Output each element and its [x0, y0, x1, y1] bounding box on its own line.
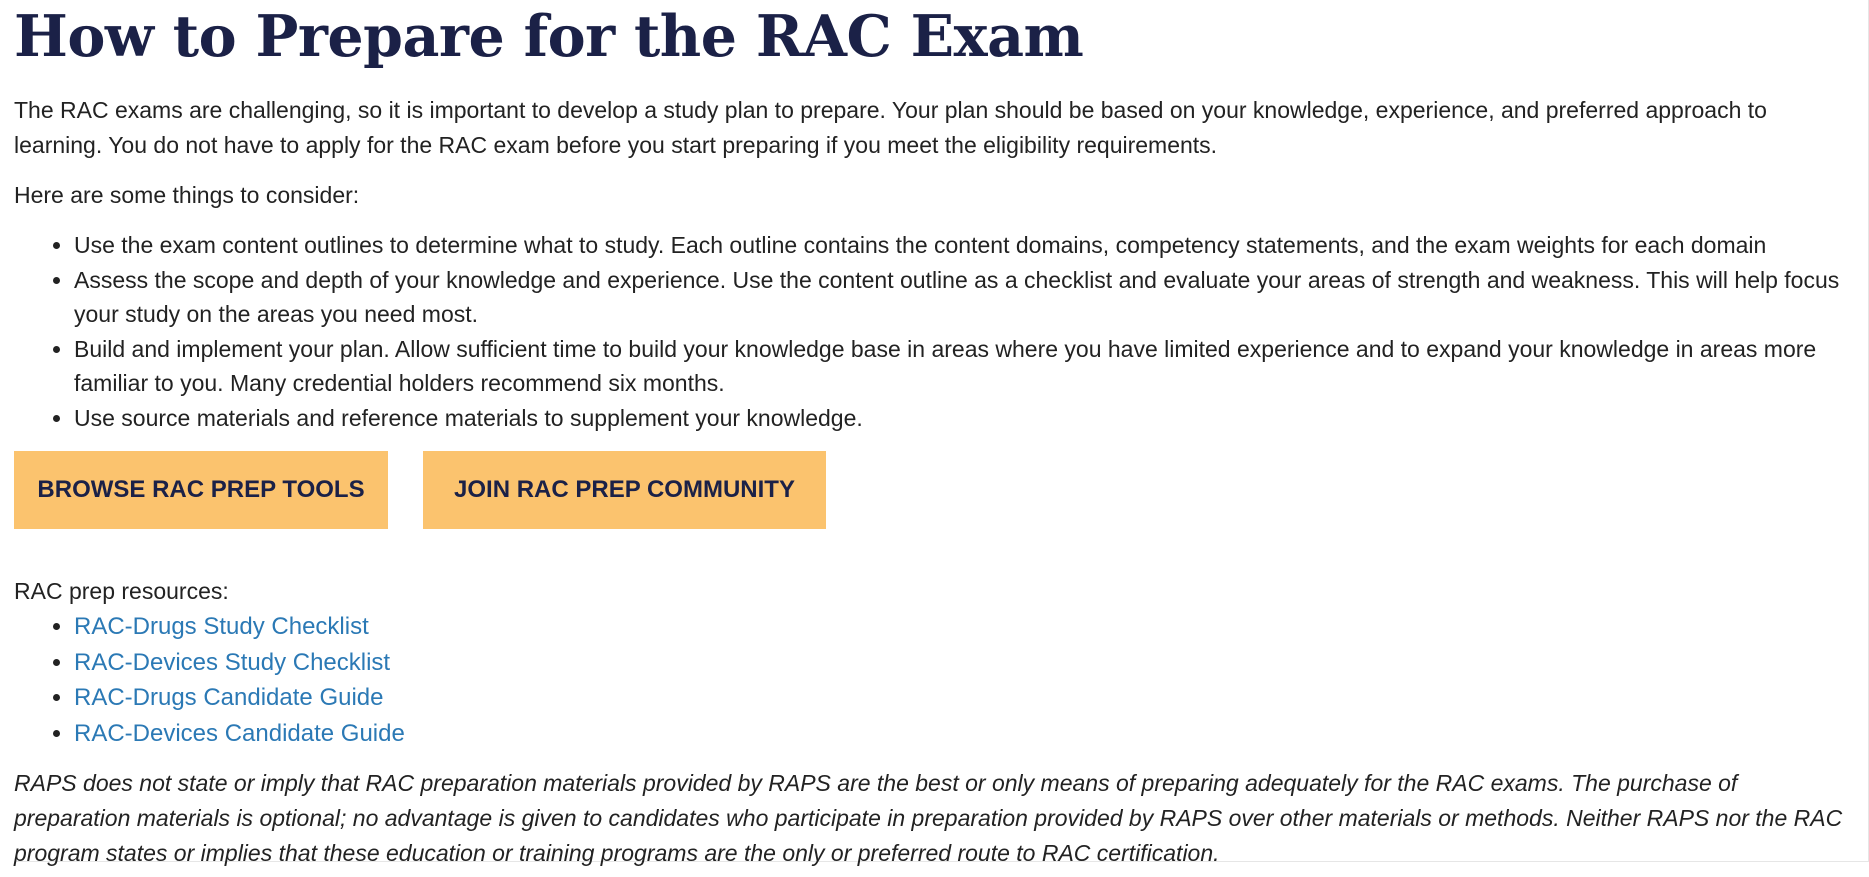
resource-item	[74, 680, 1868, 716]
resource-item	[74, 645, 1868, 681]
tip-item: • Assess the scope and depth of your knowledge and experience. Use the content outline as a checklist and evaluate your areas of strength and weakness. This will help focus your study on the areas you need most.	[74, 263, 1864, 332]
rac-drugs-candidate-guide-link[interactable]: RAC-Drugs Candidate Guide	[74, 684, 384, 711]
resources-list	[14, 609, 1868, 751]
disclaimer-text: RAPS does not state or imply that RAC preparation materials provided by RAPS are the best or only means of preparing adequately for the RAC exams. The purchase of preparation materials is optional; no advantage is given to candidates who participate in preparation provided by RAPS over other materials or methods. Neither RAPS nor the RAC program states or implies that these education or training programs are the only or preferred route to RAC certification.	[14, 770, 1843, 866]
tip-item: • Use the exam content outlines to determine what to study. Each outline contains the content domains, competency statements, and the exam weights for each domain	[74, 228, 1864, 263]
browse-rac-prep-tools-button[interactable]: BROWSE RAC PREP TOOLS	[14, 451, 388, 529]
tip-item: • Use source materials and reference materials to supplement your knowledge.	[74, 401, 1864, 436]
tip-item: • Build and implement your plan. Allow sufficient time to build your knowledge base in areas where you have limited experience and to expand your knowledge in areas more familiar to you. Many credential holders recommend six months.	[74, 332, 1864, 401]
resources-label: RAC prep resources:	[14, 578, 229, 604]
consider-label: Here are some things to consider:	[14, 182, 360, 208]
resource-item	[74, 609, 1868, 645]
page-content	[14, 0, 1869, 866]
rac-devices-study-checklist-link[interactable]: RAC-Devices Study Checklist	[74, 648, 391, 676]
rac-drugs-study-checklist-link[interactable]: RAC-Drugs Study Checklist	[74, 613, 369, 640]
rac-devices-candidate-guide-link[interactable]: RAC-Devices Candidate Guide	[74, 719, 405, 747]
join-rac-prep-community-button[interactable]: JOIN RAC PREP COMMUNITY	[423, 451, 826, 529]
button-row	[14, 451, 1868, 529]
page-title: How to Prepare for the RAC Exam	[14, 3, 1084, 70]
tips-list	[14, 228, 1864, 435]
resource-item	[74, 716, 1868, 752]
intro-paragraph: The RAC exams are challenging, so it is important to develop a study plan to prepare. Your plan should be based on your knowledge, experience, and preferred approach to learning. You do not have to apply for the RAC exam before you start preparing if you meet the eligibility requirements.	[14, 97, 1767, 158]
